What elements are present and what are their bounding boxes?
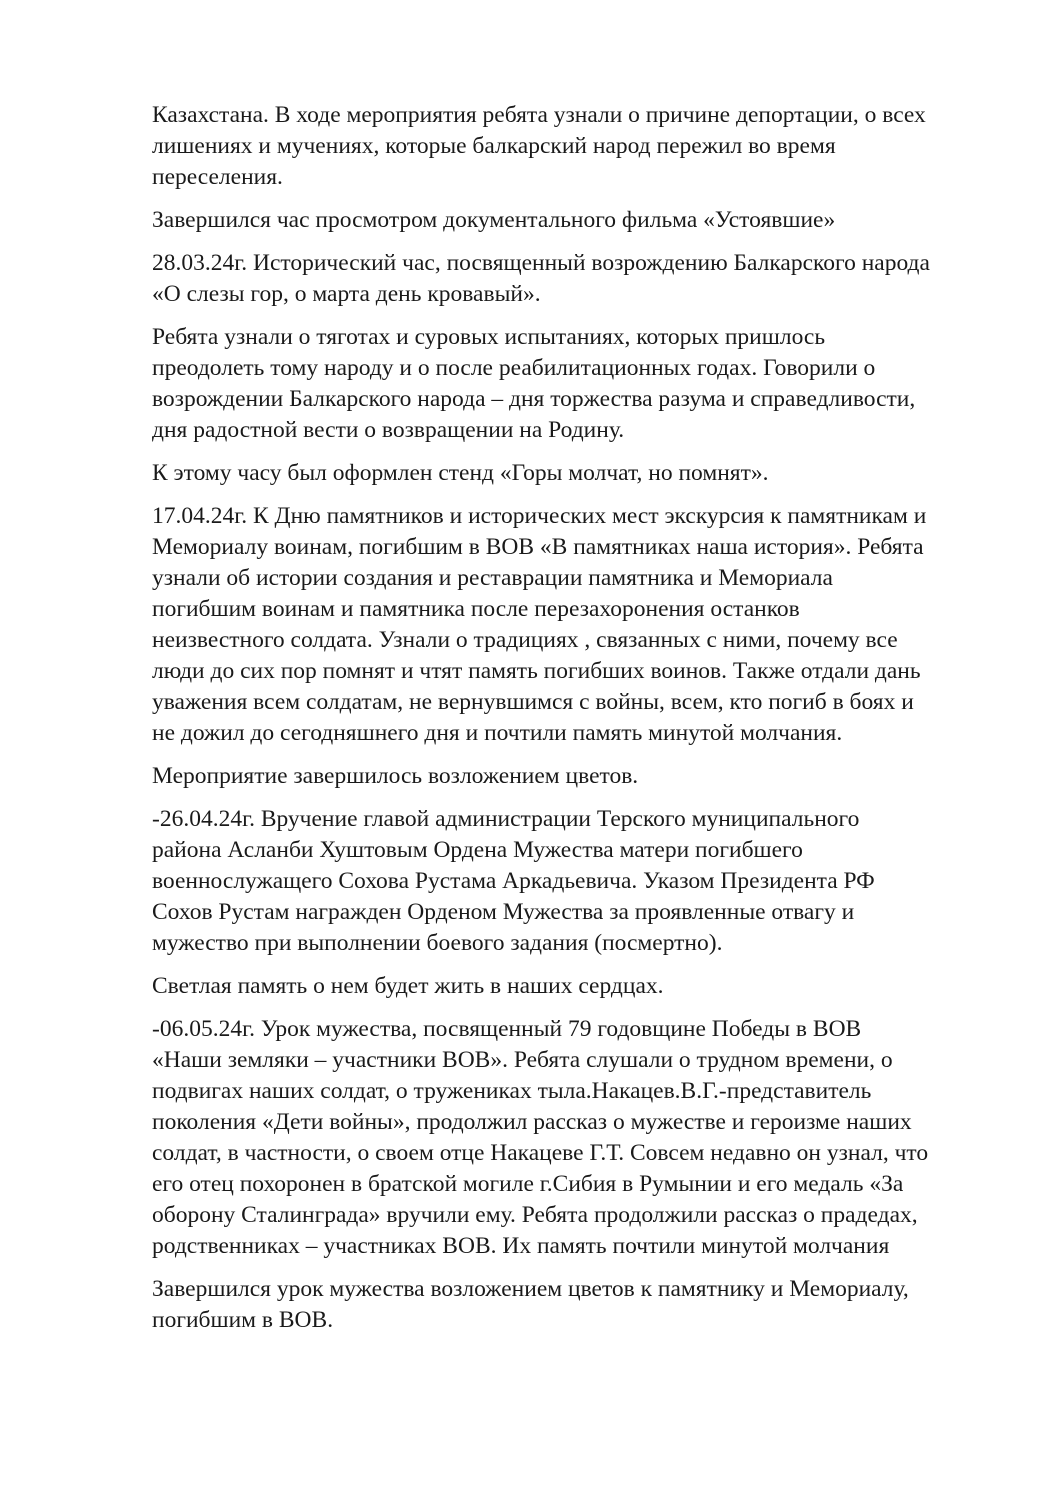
- text-line: возрождении Балкарского народа – дня торжества разума и справедливости,: [152, 386, 916, 412]
- text-line: его отец похоронен в братской могиле г.Сибия в Румынии и его медаль «За: [152, 1171, 904, 1197]
- text-line: преодолеть тому народу и о после реабилитационных годах. Говорили о: [152, 355, 876, 381]
- text-line: Завершился урок мужества возложением цветов к памятнику и Мемориалу,: [152, 1276, 909, 1302]
- paragraph: [152, 322, 982, 446]
- text-line: Сохов Рустам награжден Орденом Мужества за проявленные отвагу и: [152, 899, 855, 925]
- text-line: мужество при выполнении боевого задания (посмертно).: [152, 930, 723, 956]
- text-line: уважения всем солдатам, не вернувшимся с войны, всем, кто погиб в боях и: [152, 689, 914, 715]
- text-line: подвигах наших солдат, о тружениках тыла.Накацев.В.Г.-представитель: [152, 1078, 872, 1104]
- paragraph: [152, 205, 982, 236]
- text-line: оборону Сталинграда» вручили ему. Ребята продолжили рассказ о прадедах,: [152, 1202, 918, 1228]
- paragraph: [152, 248, 982, 310]
- text-line: не дожил до сегодняшнего дня и почтили память минутой молчания.: [152, 720, 843, 746]
- text-line: военнослужащего Сохова Рустама Аркадьевича. Указом Президента РФ: [152, 868, 875, 894]
- text-line: родственниках – участниках ВОВ. Их память почтили минутой молчания: [152, 1233, 890, 1259]
- text-line: Мероприятие завершилось возложением цветов.: [152, 763, 639, 789]
- text-line: узнали об истории создания и реставрации памятника и Мемориала: [152, 565, 833, 591]
- text-line: района Асланби Хуштовым Ордена Мужества матери погибшего: [152, 837, 803, 863]
- text-line: погибшим воинам и памятника после перезахоронения останков: [152, 596, 800, 622]
- text-line: -26.04.24г. Вручение главой администрации Терского муниципального: [152, 806, 860, 832]
- text-line: Мемориалу воинам, погибшим в ВОВ «В памятниках наша история». Ребята: [152, 534, 924, 560]
- text-line: переселения.: [152, 164, 283, 190]
- document-body: [152, 100, 982, 1348]
- text-line: Казахстана. В ходе мероприятия ребята узнали о причине депортации, о всех: [152, 102, 926, 128]
- text-line: дня радостной вести о возвращении на Родину.: [152, 417, 625, 443]
- text-line: 17.04.24г. К Дню памятников и исторических мест экскурсия к памятникам и: [152, 503, 927, 529]
- paragraph: [152, 458, 982, 489]
- text-line: К этому часу был оформлен стенд «Горы молчат, но помнят».: [152, 460, 769, 486]
- text-line: Ребята узнали о тяготах и суровых испытаниях, которых пришлось: [152, 324, 826, 350]
- paragraph: [152, 1014, 982, 1262]
- text-line: погибшим в ВОВ.: [152, 1307, 334, 1333]
- paragraph: [152, 804, 982, 959]
- paragraph: [152, 1274, 982, 1336]
- paragraph: [152, 100, 982, 193]
- text-line: Завершился час просмотром документального фильма «Устоявшие»: [152, 207, 836, 233]
- text-line: Светлая память о нем будет жить в наших сердцах.: [152, 973, 664, 999]
- text-line: поколения «Дети войны», продолжил рассказ о мужестве и героизме наших: [152, 1109, 912, 1135]
- text-line: неизвестного солдата. Узнали о традициях , связанных с ними, почему все: [152, 627, 898, 653]
- paragraph: [152, 761, 982, 792]
- text-line: «О слезы гор, о марта день кровавый».: [152, 281, 541, 307]
- text-line: 28.03.24г. Исторический час, посвященный возрождению Балкарского народа: [152, 250, 930, 276]
- text-line: -06.05.24г. Урок мужества, посвященный 79 годовщине Победы в ВОВ: [152, 1016, 862, 1042]
- paragraph: [152, 501, 982, 749]
- text-line: солдат, в частности, о своем отце Накацеве Г.Т. Совсем недавно он узнал, что: [152, 1140, 929, 1166]
- text-line: лишениях и мучениях, которые балкарский народ пережил во время: [152, 133, 836, 159]
- paragraph: [152, 971, 982, 1002]
- text-line: люди до сих пор помнят и чтят память погибших воинов. Также отдали дань: [152, 658, 921, 684]
- text-line: «Наши земляки – участники ВОВ». Ребята слушали о трудном времени, о: [152, 1047, 893, 1073]
